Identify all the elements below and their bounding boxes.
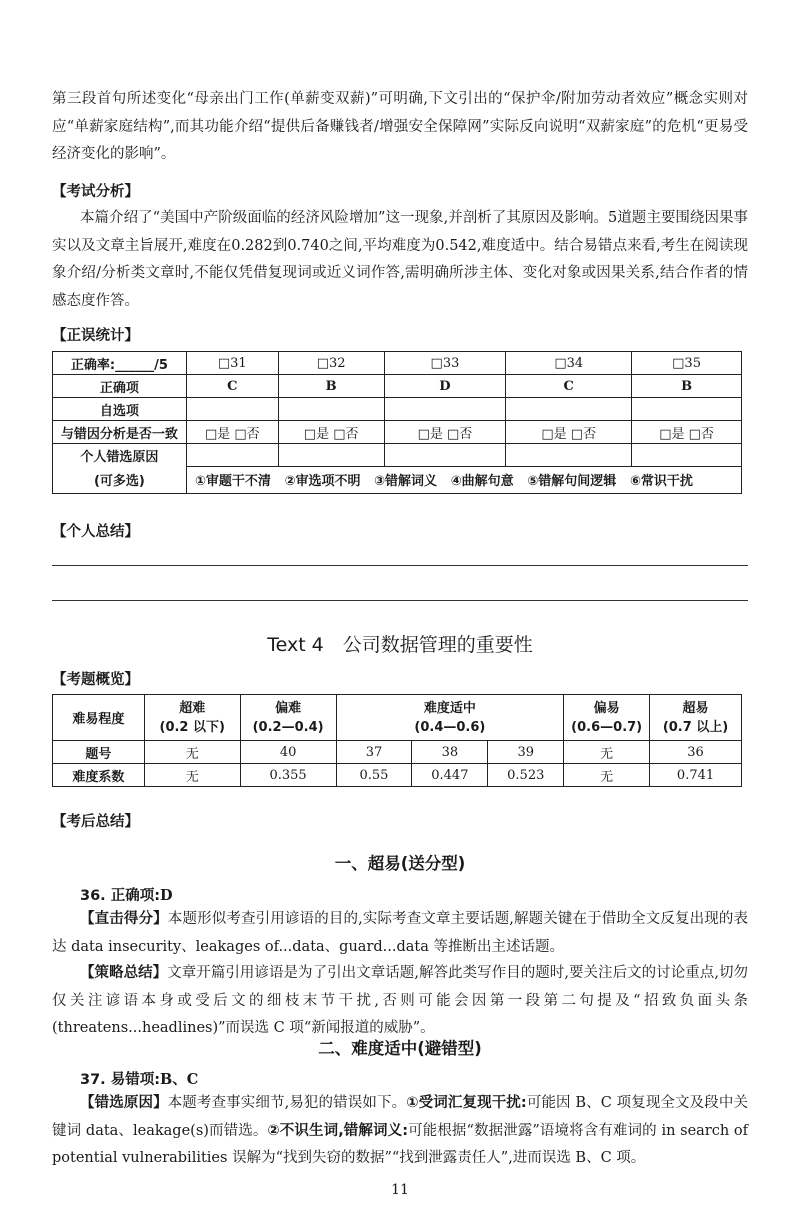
stats-heading: 【正误统计】: [52, 328, 139, 344]
number-cell: 40: [240, 741, 336, 764]
reason-33[interactable]: [384, 444, 506, 467]
cat-easy-range: (0.6—0.7): [571, 719, 643, 735]
question-32: □32: [278, 352, 384, 375]
reason-31[interactable]: [186, 444, 278, 467]
reason-option-1[interactable]: ①审题干不清: [194, 474, 271, 490]
summary-line-1[interactable]: [52, 565, 748, 566]
answer-35: B: [632, 375, 742, 398]
q37-label: 37. 易错项:: [80, 1072, 161, 1088]
match-34[interactable]: □是 □否: [506, 421, 632, 444]
reason-options: [186, 467, 741, 494]
match-33[interactable]: □是 □否: [384, 421, 506, 444]
number-cell: 39: [488, 741, 564, 764]
cat-super-hard-range: (0.2 以下): [159, 719, 225, 735]
q36-strategy: [52, 960, 748, 1043]
cat-super-hard-name: 超难: [179, 700, 206, 716]
coef-cell: 无: [144, 764, 240, 787]
intro-paragraph: 第三段首句所述变化“母亲出门工作(单薪变双薪)”可明确,下文引出的“保护伞/附加劳动者效应”概念实则对应“单薪家庭结构”,而其功能介绍“提供后备赚钱者/增强安全保障网”实际反向说明“双薪家庭”的危机“更易受经济变化的影响”。: [52, 91, 748, 162]
page-number: 11: [391, 1182, 409, 1198]
question-31: □31: [186, 352, 278, 375]
cat-hard-range: (0.2—0.4): [252, 719, 324, 735]
text4-title: Text 4 公司数据管理的重要性: [267, 634, 533, 656]
number-cell: 无: [144, 741, 240, 764]
cat-medium-name: 难度适中: [423, 700, 476, 716]
difficulty-row-numbers: [53, 741, 742, 764]
answer-31: C: [186, 375, 278, 398]
chosen-32[interactable]: [278, 398, 384, 421]
cat-easy-name: 偏易: [593, 700, 620, 716]
section1-title: 一、超易(送分型): [334, 854, 466, 873]
cat-super-easy-name: 超易: [682, 700, 709, 716]
q37-point2-label: ②不识生词,错解词义:: [267, 1122, 409, 1139]
summary-line-2[interactable]: [52, 600, 748, 601]
reason-label: 个人错选原因: [53, 444, 187, 467]
stats-table: [52, 351, 742, 494]
reason-option-2[interactable]: ②审选项不明: [284, 474, 361, 490]
q36-direct-text: 本题形似考查引用谚语的目的,实际考查文章主要话题,解题关键在于借助全文反复出现的表达 data insecurity、leakages of...data、guard...data 等推断出主述话题。: [52, 911, 749, 955]
number-cell: 37: [336, 741, 412, 764]
cat-easy: [564, 695, 650, 741]
stats-row-reason-blank: [53, 444, 742, 467]
personal-summary-heading: 【个人总结】: [52, 524, 139, 540]
q37-reason-label: 【错选原因】: [80, 1095, 168, 1111]
chosen-35[interactable]: [632, 398, 742, 421]
cat-hard-name: 偏难: [275, 700, 302, 716]
match-label: 与错因分析是否一致: [53, 421, 187, 444]
q37-point1-label: ①受词汇复现干扰:: [406, 1095, 527, 1111]
coef-cell: 0.447: [412, 764, 488, 787]
number-cell: 38: [412, 741, 488, 764]
number-label: 题号: [53, 741, 145, 764]
reason-label-sub: (可多选): [53, 467, 187, 494]
exam-analysis-body: 本篇介绍了“美国中产阶级面临的经济风险增加”这一现象,并剖析了其原因及影响。5道题主要围绕因果事实以及文章主旨展开,难度在0.282到0.740之间,平均难度为0.542,难度适中。结合易错点来看,考生在阅读现象介绍/分析类文章时,不能仅凭借复现词或近义词作答,需明确所涉主体、变化对象或因果关系,结合作者的情感态度作答。: [52, 210, 748, 309]
stats-row-accuracy: [53, 352, 742, 375]
reason-32[interactable]: [278, 444, 384, 467]
q37-reason: [52, 1090, 748, 1173]
question-33: □33: [384, 352, 506, 375]
q37-point2: 可能根据“数据泄露”语境将含有难词的 in search of potential vulnerabilities 误解为“找到失窃的数据”“找到泄露责任人”,进而误选 B、C 项。: [52, 1122, 748, 1166]
coef-cell: 0.55: [336, 764, 412, 787]
answer-34: C: [506, 375, 632, 398]
overview-heading: 【考题概览】: [52, 672, 139, 688]
stats-row-match: [53, 421, 742, 444]
difficulty-row-coef: [53, 764, 742, 787]
match-31[interactable]: □是 □否: [186, 421, 278, 444]
q37-point1: 可能因 B、C 项复现全文及段中关键词 data、leakage(s)而错选。: [52, 1095, 749, 1139]
reason-34[interactable]: [506, 444, 632, 467]
post-exam-heading: 【考后总结】: [52, 814, 139, 830]
cat-hard: [240, 695, 336, 741]
reason-35[interactable]: [632, 444, 742, 467]
match-35[interactable]: □是 □否: [632, 421, 742, 444]
coef-cell: 无: [564, 764, 650, 787]
reason-option-5[interactable]: ⑤错解句间逻辑: [527, 474, 617, 490]
reason-option-4[interactable]: ④曲解句意: [450, 474, 514, 490]
cat-medium-range: (0.4—0.6): [414, 719, 486, 735]
question-34: □34: [506, 352, 632, 375]
accuracy-label: 正确率:______/5: [53, 352, 187, 375]
coef-cell: 0.741: [650, 764, 742, 787]
cat-super-easy-range: (0.7 以上): [662, 719, 729, 735]
correct-label: 正确项: [53, 375, 187, 398]
q36-answer: D: [160, 887, 173, 904]
chosen-34[interactable]: [506, 398, 632, 421]
chosen-label: 自选项: [53, 398, 187, 421]
q37-reason-a: 本题考查事实细节,易犯的错误如下。: [167, 1095, 407, 1111]
exam-analysis-heading: 【考试分析】: [52, 184, 139, 200]
coef-label: 难度系数: [53, 764, 145, 787]
q36-label: 36. 正确项:: [80, 888, 161, 904]
answer-33: D: [384, 375, 506, 398]
q36-strategy-label: 【策略总结】: [80, 965, 168, 981]
cat-super-easy: [650, 695, 742, 741]
stats-row-reason-options: [53, 467, 742, 494]
section2-title: 二、难度适中(避错型): [318, 1039, 482, 1058]
difficulty-label: 难易程度: [53, 695, 145, 741]
answer-32: B: [278, 375, 384, 398]
chosen-33[interactable]: [384, 398, 506, 421]
cat-super-hard: [144, 695, 240, 741]
question-35: □35: [632, 352, 742, 375]
reason-option-3[interactable]: ③错解词义: [374, 474, 438, 490]
q36-direct-label: 【直击得分】: [80, 911, 168, 927]
coef-cell: 0.355: [240, 764, 336, 787]
match-32[interactable]: □是 □否: [278, 421, 384, 444]
stats-row-correct: [53, 375, 742, 398]
chosen-31[interactable]: [186, 398, 278, 421]
reason-option-6[interactable]: ⑥常识干扰: [629, 474, 693, 490]
q37-answer: B、C: [160, 1071, 199, 1088]
stats-row-chosen: [53, 398, 742, 421]
difficulty-table: [52, 694, 742, 787]
cat-medium: [336, 695, 564, 741]
number-cell: 36: [650, 741, 742, 764]
coef-cell: 0.523: [488, 764, 564, 787]
difficulty-row-header: [53, 695, 742, 741]
number-cell: 无: [564, 741, 650, 764]
q36-strategy-text: 文章开篇引用谚语是为了引出文章话题,解答此类写作目的题时,要关注后文的讨论重点,切勿仅关注谚语本身或受后文的细枝末节干扰,否则可能会因第一段第二句提及“招致负面头条(threatens...headlines)”而误选 C 项“新闻报道的威胁”。: [52, 965, 749, 1036]
q36-direct: [52, 906, 748, 961]
